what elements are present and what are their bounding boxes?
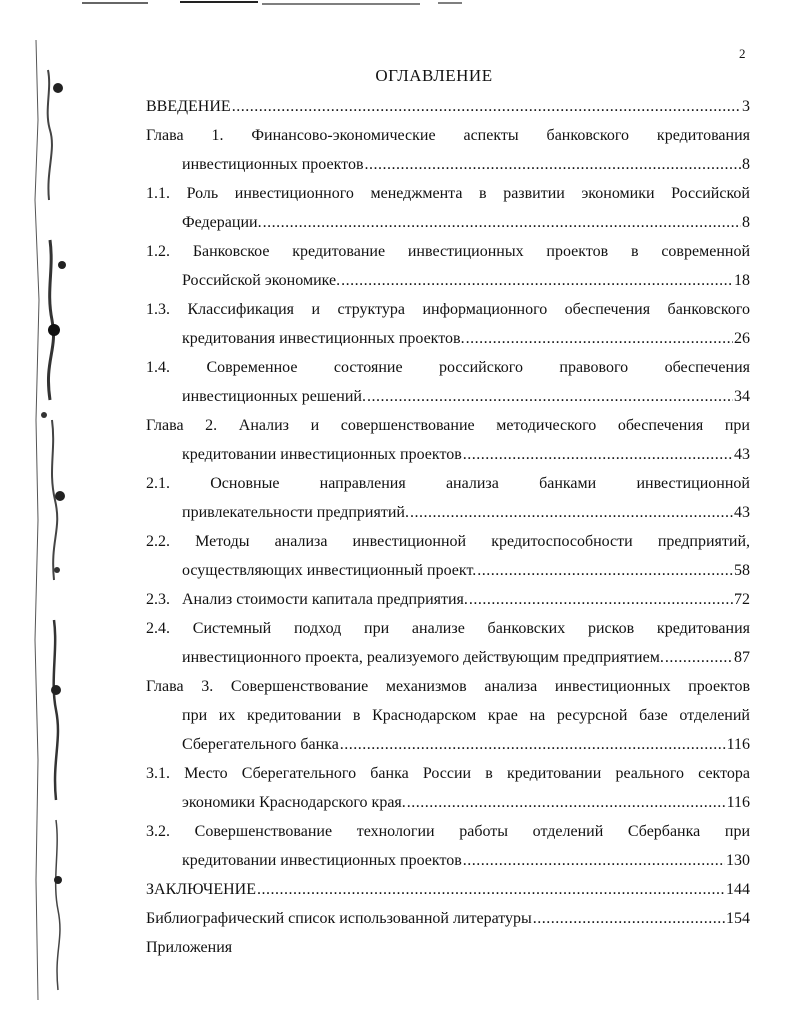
toc-line <box>146 382 750 411</box>
toc-entry <box>146 353 750 411</box>
scan-binding-edge <box>0 0 90 1024</box>
toc-text: Роль инвестиционного менеджмента в развитии экономики Российской <box>186 185 750 202</box>
toc-entry <box>146 527 750 585</box>
toc-text: экономики Краснодарского края. <box>182 794 406 811</box>
toc-section-number: 1.3. <box>146 301 170 318</box>
toc-line <box>146 266 750 295</box>
toc-text: Глава 1. Финансово-экономические аспекты банковского кредитования <box>146 127 750 144</box>
toc-text: Классификация и структура информационного обеспечения банковского <box>187 301 750 318</box>
toc-text: инвестиционного проекта, реализуемого действующим предприятием. <box>182 649 664 666</box>
toc-line <box>146 904 750 933</box>
toc-page-number: 58 <box>734 562 750 579</box>
toc-page-number: 87 <box>734 649 750 666</box>
toc-page-number: 154 <box>726 910 750 927</box>
toc-entry <box>146 411 750 469</box>
toc-line <box>146 643 750 672</box>
toc-text: Сберегательного банка <box>182 736 339 753</box>
toc-line <box>146 208 750 237</box>
toc-text: Системный подход при анализе банковских рисков кредитования <box>192 620 750 637</box>
toc-leader-dots <box>477 556 733 585</box>
toc-leader-dots <box>469 585 733 614</box>
toc-line <box>146 556 750 585</box>
toc-page-number: 43 <box>734 446 750 463</box>
toc-leader-dots <box>466 324 733 353</box>
toc-leader-dots <box>463 846 725 875</box>
toc-entry <box>146 237 750 295</box>
toc-page-number: 26 <box>734 330 750 347</box>
toc-line <box>146 440 750 469</box>
toc-section-number: 3.1. <box>146 765 170 782</box>
toc-page-number: 18 <box>734 272 750 289</box>
toc-section-number: 1.4. <box>146 359 170 376</box>
toc-text: Глава 2. Анализ и совершенствование методического обеспечения при <box>146 417 750 434</box>
toc-line <box>146 701 750 730</box>
toc-line <box>146 817 750 846</box>
toc-leader-dots <box>367 382 733 411</box>
toc-entry <box>146 875 750 904</box>
toc-section-number: 2.3. <box>146 591 170 608</box>
toc-leader-dots <box>340 730 726 759</box>
toc-text: инвестиционных проектов <box>182 156 364 173</box>
toc-line <box>146 324 750 353</box>
toc-leader-dots <box>463 440 733 469</box>
toc-section-number: 2.4. <box>146 620 170 637</box>
toc-text: кредитовании инвестиционных проектов <box>182 852 462 869</box>
toc-page-number: 34 <box>734 388 750 405</box>
toc-line <box>146 759 750 788</box>
toc-line <box>146 121 750 150</box>
toc-page-number: 43 <box>734 504 750 521</box>
toc-page-number: 116 <box>726 736 750 753</box>
toc-text: кредитования инвестиционных проектов. <box>182 330 465 347</box>
page-title: ОГЛАВЛЕНИЕ <box>375 66 493 85</box>
toc-page-number: 8 <box>742 156 750 173</box>
toc-line <box>146 527 750 556</box>
toc-entry <box>146 759 750 817</box>
toc-line <box>146 237 750 266</box>
toc-text: Место Сберегательного банка России в кредитовании реального сектора <box>184 765 750 782</box>
toc-text: ВВЕДЕНИЕ <box>146 98 231 115</box>
toc-entry <box>146 672 750 759</box>
toc-text: кредитовании инвестиционных проектов <box>182 446 462 463</box>
toc-page-number: 116 <box>726 794 750 811</box>
toc-line <box>146 788 750 817</box>
toc-appendix: Приложения <box>146 939 233 956</box>
toc-entry <box>146 92 750 121</box>
toc-text: Российской экономике. <box>182 272 341 289</box>
toc-entry <box>146 121 750 179</box>
toc-entry <box>146 469 750 527</box>
toc-text: Глава 3. Совершенствование механизмов анализа инвестиционных проектов <box>146 678 750 695</box>
toc-text: Современное состояние российского правового обеспечения <box>206 359 750 376</box>
toc-entry <box>146 179 750 237</box>
toc-leader-dots <box>533 904 725 933</box>
toc-line <box>146 730 750 759</box>
toc-line <box>146 498 750 527</box>
toc-entry <box>146 295 750 353</box>
toc-page-number: 130 <box>726 852 750 869</box>
toc-section-number: 2.2. <box>146 533 170 550</box>
toc-leader-dots <box>410 498 733 527</box>
toc-page-number: 3 <box>742 98 750 115</box>
toc-line <box>146 672 750 701</box>
toc-text: при их кредитовании в Краснодарском крае на ресурсной базе отделений <box>182 707 750 724</box>
table-of-contents <box>146 92 750 933</box>
toc-line <box>146 469 750 498</box>
toc-entry <box>146 614 750 672</box>
toc-leader-dots <box>341 266 733 295</box>
toc-line <box>146 179 750 208</box>
toc-text: Методы анализа инвестиционной кредитоспособности предприятий, <box>195 533 750 550</box>
toc-text: Библиографический список использованной литературы <box>146 910 532 927</box>
toc-text: Анализ стоимости капитала предприятия. <box>182 591 468 608</box>
toc-leader-dots <box>232 92 741 121</box>
toc-leader-dots <box>665 643 733 672</box>
toc-leader-dots <box>407 788 726 817</box>
toc-text: инвестиционных решений. <box>182 388 366 405</box>
toc-section-number: 1.2. <box>146 243 170 260</box>
toc-line <box>146 585 750 614</box>
toc-page-number: 8 <box>742 214 750 231</box>
toc-line <box>146 846 750 875</box>
toc-page-number: 72 <box>734 591 750 608</box>
toc-entry <box>146 904 750 933</box>
toc-line <box>146 295 750 324</box>
toc-line <box>146 411 750 440</box>
toc-line <box>146 92 750 121</box>
toc-leader-dots <box>263 208 741 237</box>
toc-leader-dots <box>257 875 725 904</box>
toc-line <box>146 875 750 904</box>
toc-line <box>146 614 750 643</box>
toc-text: Основные направления анализа банками инвестиционной <box>210 475 750 492</box>
toc-text: Банковское кредитование инвестиционных проектов в современной <box>192 243 750 260</box>
toc-line <box>146 353 750 382</box>
toc-line <box>146 150 750 179</box>
toc-text: ЗАКЛЮЧЕНИЕ <box>146 881 256 898</box>
toc-text: Совершенствование технологии работы отделений Сбербанка при <box>194 823 750 840</box>
toc-entry <box>146 817 750 875</box>
toc-section-number: 2.1. <box>146 475 170 492</box>
toc-section-number: 3.2. <box>146 823 170 840</box>
toc-text: осуществляющих инвестиционный проект. <box>182 562 477 579</box>
toc-section-number: 1.1. <box>146 185 170 202</box>
toc-text: Федерации. <box>182 214 262 231</box>
toc-text: привлекательности предприятий. <box>182 504 409 521</box>
page-number: 2 <box>739 46 746 61</box>
scan-top-marks <box>0 0 792 10</box>
toc-leader-dots <box>365 150 742 179</box>
toc-page-number: 144 <box>726 881 750 898</box>
toc-entry <box>146 585 750 614</box>
